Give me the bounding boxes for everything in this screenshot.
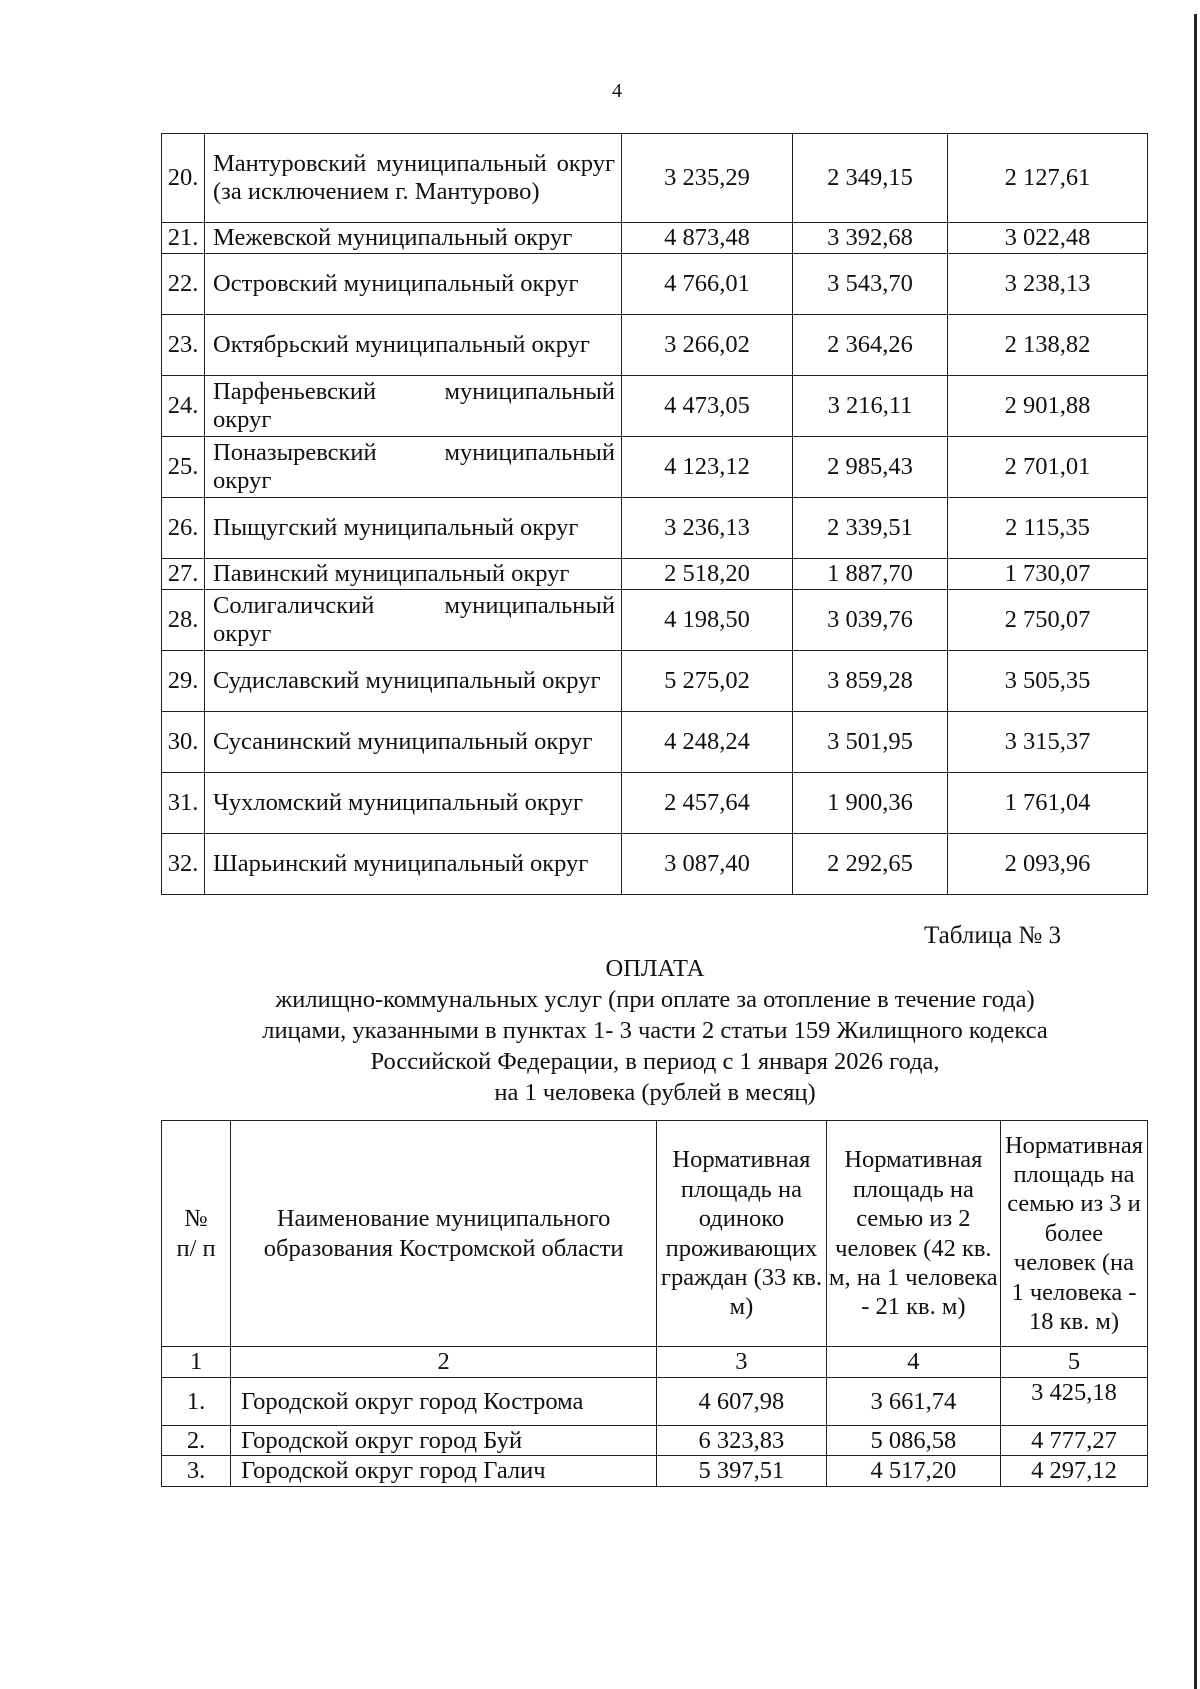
table-2-continuation [161,133,1148,895]
row-number: 2. [162,1426,231,1456]
value-single: 4 473,05 [622,376,793,437]
column-number: 3 [657,1347,827,1378]
value-three-plus: 3 505,35 [948,651,1148,712]
value-single: 3 087,40 [622,834,793,895]
value-two-person: 3 392,68 [793,223,948,254]
value-three-plus: 2 901,88 [948,376,1148,437]
table-3 [161,1120,1148,1487]
value-single: 6 323,83 [657,1426,827,1456]
table-subtitle-line: на 1 человека (рублей в месяц) [494,1079,816,1106]
municipality-name: Солигаличский муниципальный округ [205,590,622,651]
table-subtitle-line: жилищно-коммунальных услуг (при оплате за отопление в течение года) [275,986,1035,1013]
municipality-name: Городской округ город Кострома [231,1378,657,1426]
value-two-person: 4 517,20 [826,1456,1000,1486]
value-three-plus: 1 761,04 [948,773,1148,834]
value-single: 4 198,50 [622,590,793,651]
row-number: 3. [162,1456,231,1486]
column-number-row [162,1347,1148,1378]
row-number: 21. [162,223,205,254]
value-two-person: 2 985,43 [793,437,948,498]
municipality-name: Октябрьский муниципальный округ [205,315,622,376]
table-row [162,223,1148,254]
value-three-plus: 2 127,61 [948,134,1148,223]
municipality-name: Шарьинский муниципальный округ [205,834,622,895]
table-label: Таблица № 3 [924,922,1062,949]
value-single: 3 266,02 [622,315,793,376]
column-number: 4 [826,1347,1000,1378]
municipality-name: Чухломский муниципальный округ [205,773,622,834]
municipality-name: Поназыревский муниципальный округ [205,437,622,498]
value-two-person: 3 039,76 [793,590,948,651]
row-number: 20. [162,134,205,223]
municipality-name: Парфеньевский муниципальный округ [205,376,622,437]
row-number: 22. [162,254,205,315]
value-two-person: 3 859,28 [793,651,948,712]
value-single: 3 236,13 [622,498,793,559]
value-three-plus: 2 750,07 [948,590,1148,651]
row-number: 26. [162,498,205,559]
value-single: 4 873,48 [622,223,793,254]
header-three-plus: Нормативная площадь на семью из 3 и более человек (на 1 человека - 18 кв. м) [1000,1121,1147,1347]
municipality-name: Пыщугский муниципальный округ [205,498,622,559]
header-two-person: Нормативная площадь на семью из 2 человек (42 кв. м, на 1 человека - 21 кв. м) [826,1121,1000,1347]
value-single: 4 607,98 [657,1378,827,1426]
municipality-name: Мантуровский муниципальный округ (за исключением г. Мантурово) [205,134,622,223]
value-two-person: 2 339,51 [793,498,948,559]
municipality-name: Городской округ город Галич [231,1456,657,1486]
value-three-plus: 3 315,37 [948,712,1148,773]
table-row [162,498,1148,559]
value-three-plus: 2 701,01 [948,437,1148,498]
value-two-person: 3 216,11 [793,376,948,437]
table-row [162,559,1148,590]
value-three-plus: 3 425,18 [1000,1378,1147,1426]
municipality-name: Островский муниципальный округ [205,254,622,315]
municipality-name: Павинский муниципальный округ [205,559,622,590]
column-number: 2 [231,1347,657,1378]
column-number: 5 [1000,1347,1147,1378]
scan-edge-border [1194,14,1197,1689]
table-row [162,651,1148,712]
value-three-plus: 1 730,07 [948,559,1148,590]
municipality-name: Сусанинский муниципальный округ [205,712,622,773]
table-row [162,437,1148,498]
value-three-plus: 2 115,35 [948,498,1148,559]
table-title-block [160,953,1150,1108]
value-three-plus: 3 022,48 [948,223,1148,254]
table-row [162,376,1148,437]
table-row [162,773,1148,834]
value-two-person: 2 292,65 [793,834,948,895]
table-row [162,590,1148,651]
row-number: 27. [162,559,205,590]
municipality-name: Городской округ город Буй [231,1426,657,1456]
value-three-plus: 2 138,82 [948,315,1148,376]
value-single: 4 766,01 [622,254,793,315]
row-number: 25. [162,437,205,498]
row-number: 30. [162,712,205,773]
value-three-plus: 4 297,12 [1000,1456,1147,1486]
row-number: 31. [162,773,205,834]
value-two-person: 3 543,70 [793,254,948,315]
value-two-person: 3 661,74 [826,1378,1000,1426]
table-row [162,1426,1148,1456]
value-three-plus: 4 777,27 [1000,1426,1147,1456]
value-single: 2 457,64 [622,773,793,834]
value-three-plus: 2 093,96 [948,834,1148,895]
header-single: Нормативная площадь на одиноко проживающих граждан (33 кв. м) [657,1121,827,1347]
value-single: 4 123,12 [622,437,793,498]
table-row [162,254,1148,315]
table-subtitle-line: Российской Федерации, в период с 1 января 2026 года, [370,1048,940,1075]
table-row [162,712,1148,773]
row-number: 23. [162,315,205,376]
value-two-person: 2 364,26 [793,315,948,376]
header-municipality: Наименование муниципального образования Костромской области [231,1121,657,1347]
municipality-name: Судиславский муниципальный округ [205,651,622,712]
table-row [162,315,1148,376]
header-number: № п/ п [162,1121,231,1347]
row-number: 1. [162,1378,231,1426]
row-number: 29. [162,651,205,712]
value-single: 3 235,29 [622,134,793,223]
row-number: 24. [162,376,205,437]
table-row [162,1456,1148,1486]
value-single: 5 275,02 [622,651,793,712]
value-two-person: 3 501,95 [793,712,948,773]
value-two-person: 5 086,58 [826,1426,1000,1456]
table-row [162,1378,1148,1426]
municipality-name: Межевской муниципальный округ [205,223,622,254]
table-title: ОПЛАТА [605,955,705,982]
value-single: 5 397,51 [657,1456,827,1486]
table-row [162,134,1148,223]
page-number: 4 [612,80,622,102]
table-row [162,834,1148,895]
column-number: 1 [162,1347,231,1378]
value-two-person: 1 900,36 [793,773,948,834]
row-number: 32. [162,834,205,895]
header-row [162,1121,1148,1347]
value-single: 2 518,20 [622,559,793,590]
row-number: 28. [162,590,205,651]
value-two-person: 2 349,15 [793,134,948,223]
table-subtitle-line: лицами, указанными в пунктах 1- 3 части 2 статьи 159 Жилищного кодекса [262,1017,1048,1044]
value-three-plus: 3 238,13 [948,254,1148,315]
value-single: 4 248,24 [622,712,793,773]
value-two-person: 1 887,70 [793,559,948,590]
